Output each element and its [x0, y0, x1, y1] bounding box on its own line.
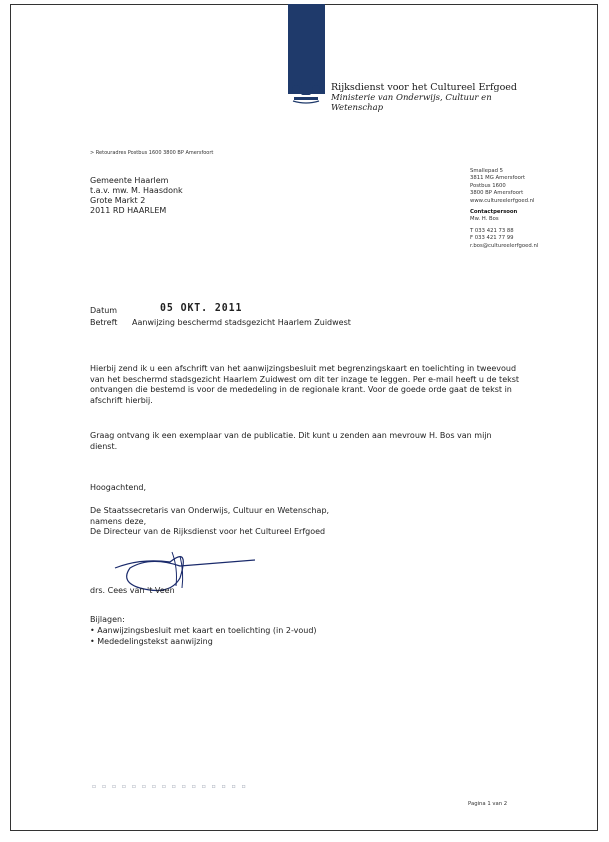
sender-details [470, 168, 538, 250]
contact-phone: T 033 421 73 88 [470, 227, 514, 234]
contact-label: Contactpersoon [470, 209, 518, 216]
recipient-line-3: Grote Markt 2 [90, 196, 146, 205]
contact-name: Mw. H. Bos [470, 216, 499, 223]
date-label: Datum [90, 306, 118, 315]
scan-artifact: ▫ ▫ ▫ ▫ ▫ ▫ ▫ ▫ ▫ ▫ ▫ ▫ ▫ ▫ ▫ ▫ [92, 783, 248, 790]
attachment-item: • Aanwijzingsbesluit met kaart en toelichting (in 2-voud) [90, 626, 317, 637]
signature-block [90, 506, 520, 538]
sign-line-3: De Directeur van de Rijksdienst voor het Cultureel Erfgoed [90, 527, 326, 536]
sign-line-1: De Staatssecretaris van Onderwijs, Cultuur en Wetenschap, [90, 506, 330, 515]
sender-website[interactable]: www.cultureelerfgoed.nl [470, 197, 535, 204]
organization-name [331, 82, 517, 113]
sign-line-2: namens deze, [90, 516, 147, 526]
date-row [90, 306, 132, 315]
signer-name: drs. Cees van 't Veen [90, 586, 175, 595]
attachments-list [90, 626, 317, 647]
attachments-label-text: Bijlagen: [90, 615, 125, 624]
subject-label: Betreft [90, 318, 118, 327]
sender-postbus: Postbus 1600 [470, 182, 506, 189]
return-address: > Retouradres Postbus 1600 3800 BP Amersfoort [90, 150, 214, 156]
recipient-line-2: t.a.v. mw. M. Haasdonk [90, 186, 183, 195]
closing: Hoogachtend, [90, 483, 147, 492]
sender-postcity: 3800 BP Amersfoort [470, 190, 524, 197]
org-name: Rijksdienst voor het Cultureel Erfgoed [331, 82, 517, 93]
recipient-line-1: Gemeente Haarlem [90, 176, 169, 185]
date-stamp: 05 OKT. 2011 [160, 301, 243, 314]
subject-row [90, 318, 351, 327]
page-border [10, 4, 598, 831]
page-number: Pagina 1 van 2 [468, 801, 508, 807]
crest-icon [289, 75, 323, 105]
ministry-line-2: Wetenschap [331, 103, 384, 113]
sender-street: Smallepad 5 [470, 168, 503, 174]
body-paragraph-2: Graag ontvang ik een exemplaar van de publicatie. Dit kunt u zenden aan mevrouw H. Bos van mijn dienst. [90, 431, 492, 451]
contact-email[interactable]: r.bos@cultureelerfgoed.nl [470, 242, 539, 249]
recipient-address [90, 176, 183, 216]
recipient-line-4: 2011 RD HAARLEM [90, 206, 167, 215]
contact-fax: F 033 421 77 99 [470, 235, 514, 242]
sender-city: 3811 MG Amersfoort [470, 175, 526, 182]
ministry-line-1: Ministerie van Onderwijs, Cultuur en [331, 93, 492, 103]
attachment-item: • Mededelingstekst aanwijzing [90, 637, 317, 648]
subject-value: Aanwijzing beschermd stadsgezicht Haarlem Zuidwest [132, 318, 351, 327]
body-paragraph-1: Hierbij zend ik u een afschrift van het aanwijzingsbesluit met begrenzingskaart en toelichting in tweevoud van het beschermd stadsgezicht Haarlem Zuidwest om dit ter inzage te leggen. Per e-mail heeft u de tekst ontvangen die bestemd is voor de mededeling in de regionale krant. Voor de goede orde gaat de tekst in afschrift hierbij. [90, 364, 520, 405]
